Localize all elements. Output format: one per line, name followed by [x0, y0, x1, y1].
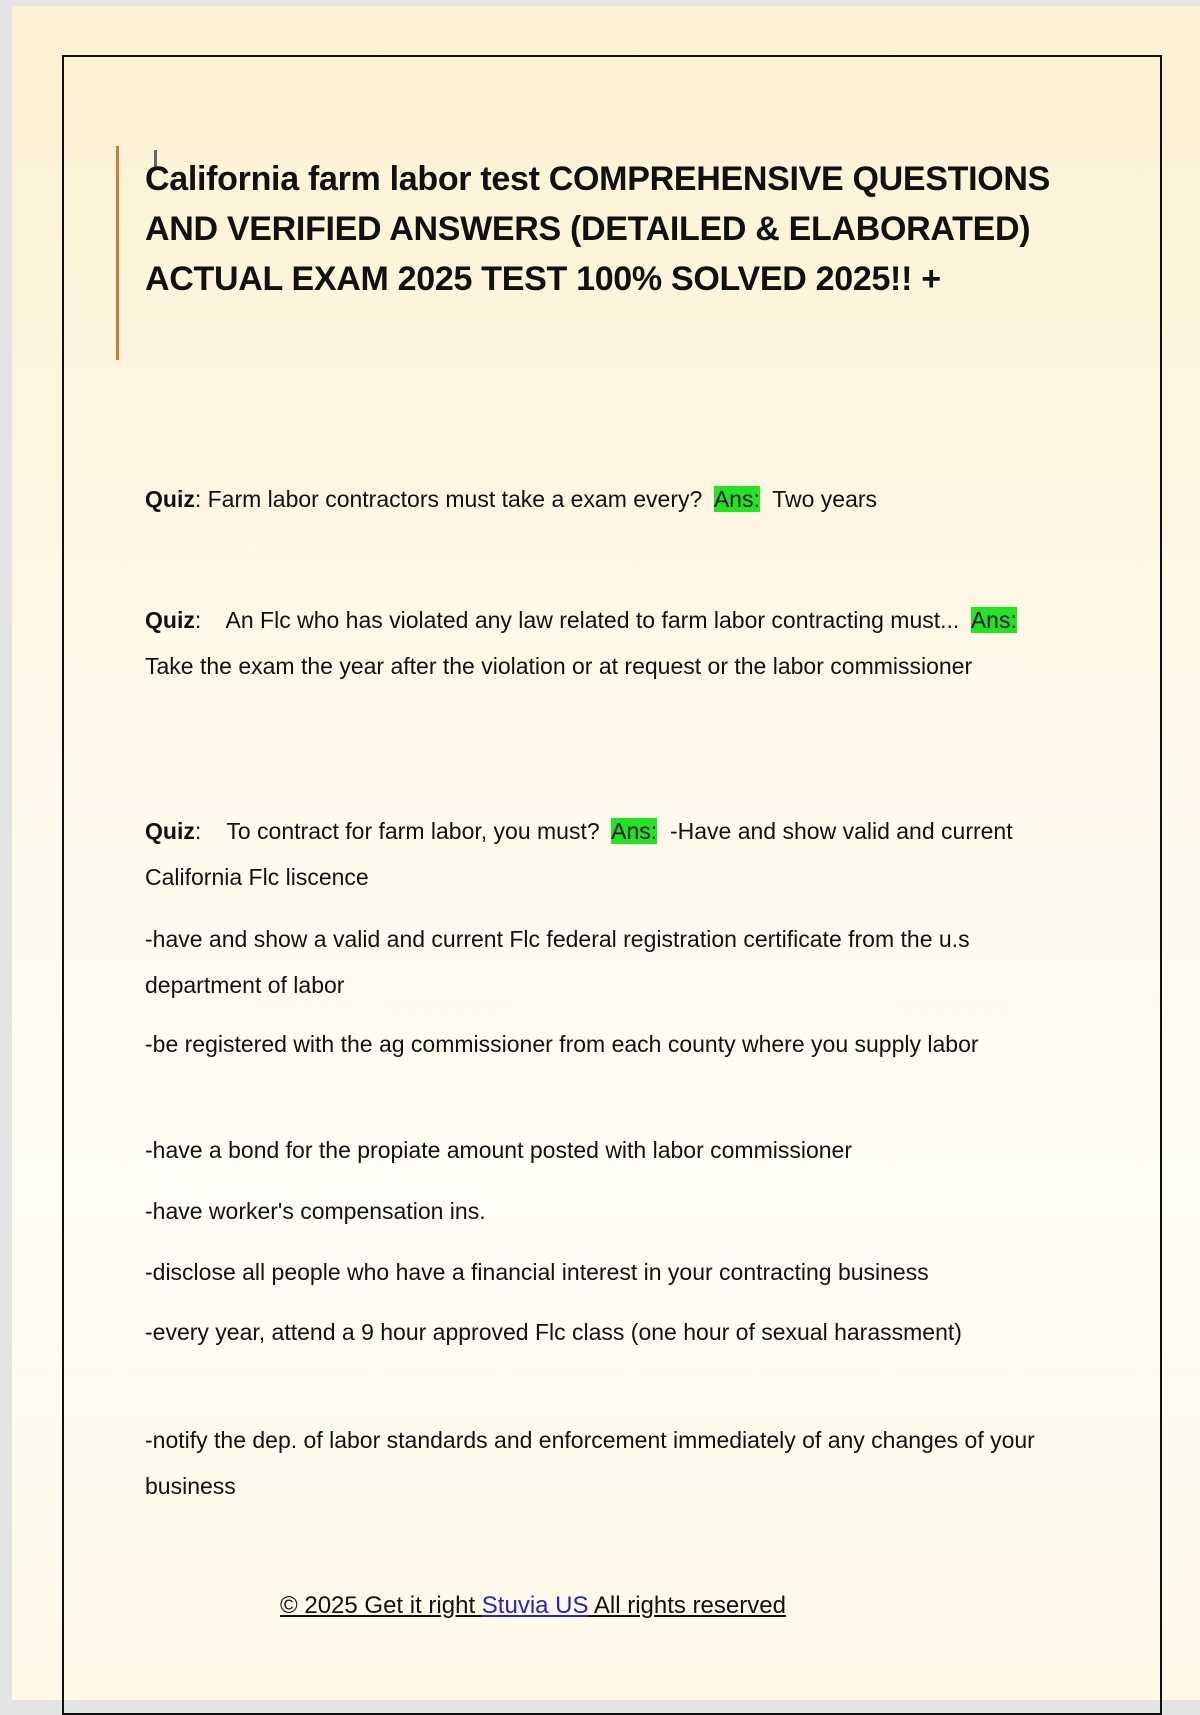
answer-bullet: -have worker's compensation ins. — [145, 1198, 486, 1224]
stuvia-link[interactable]: Stuvia US — [481, 1592, 589, 1619]
question-text: : Farm labor contractors must take a exam every? — [194, 486, 703, 512]
answer-bullet: -be registered with the ag commissioner from each county where you supply labor — [145, 1031, 979, 1057]
copyright-footer — [280, 1592, 786, 1620]
answer-bullet: -have a bond for the propiate amount posted with labor commissioner — [145, 1137, 853, 1163]
quiz-label: Quiz — [145, 486, 195, 512]
answer-label: Ans: — [611, 818, 658, 844]
answer-label: Ans: — [713, 486, 760, 512]
quiz-1 — [145, 476, 1065, 522]
question-text: : An Flc who has violated any law related to farm labor contracting must... — [194, 607, 960, 633]
title-accent-bar — [116, 146, 119, 360]
quiz-label: Quiz — [145, 607, 195, 633]
footer-prefix: © 2025 Get it right — [280, 1592, 482, 1619]
footer-suffix: All rights reserved — [588, 1592, 786, 1619]
question-text: : To contract for farm labor, you must? — [194, 818, 600, 844]
answer-bullet: -every year, attend a 9 hour approved Flc class (one hour of sexual harassment) — [145, 1319, 962, 1345]
answer-bullet: -have and show a valid and current Flc federal registration certificate from the u.s department of labor — [145, 926, 970, 998]
quiz-label: Quiz — [145, 818, 195, 844]
answer-text: Take the exam the year after the violation or at request or the labor commissioner — [145, 653, 973, 679]
answer-label: Ans: — [970, 607, 1017, 633]
document-title: California farm labor test COMPREHENSIVE QUESTIONS AND VERIFIED ANSWERS (DETAILED & ELABORATED) ACTUAL EXAM 2025 TEST 100% SOLVED 2025!! + — [145, 160, 1051, 298]
answer-bullet: -disclose all people who have a financial interest in your contracting business — [145, 1259, 929, 1285]
quiz-2 — [145, 597, 1065, 689]
answer-text: -Have and show valid and current California Flc liscence — [145, 818, 1020, 890]
answer-bullet: -notify the dep. of labor standards and enforcement immediately of any changes of your business — [145, 1427, 1035, 1499]
answer-text: Two years — [772, 486, 878, 512]
quiz-3 — [145, 808, 1065, 900]
